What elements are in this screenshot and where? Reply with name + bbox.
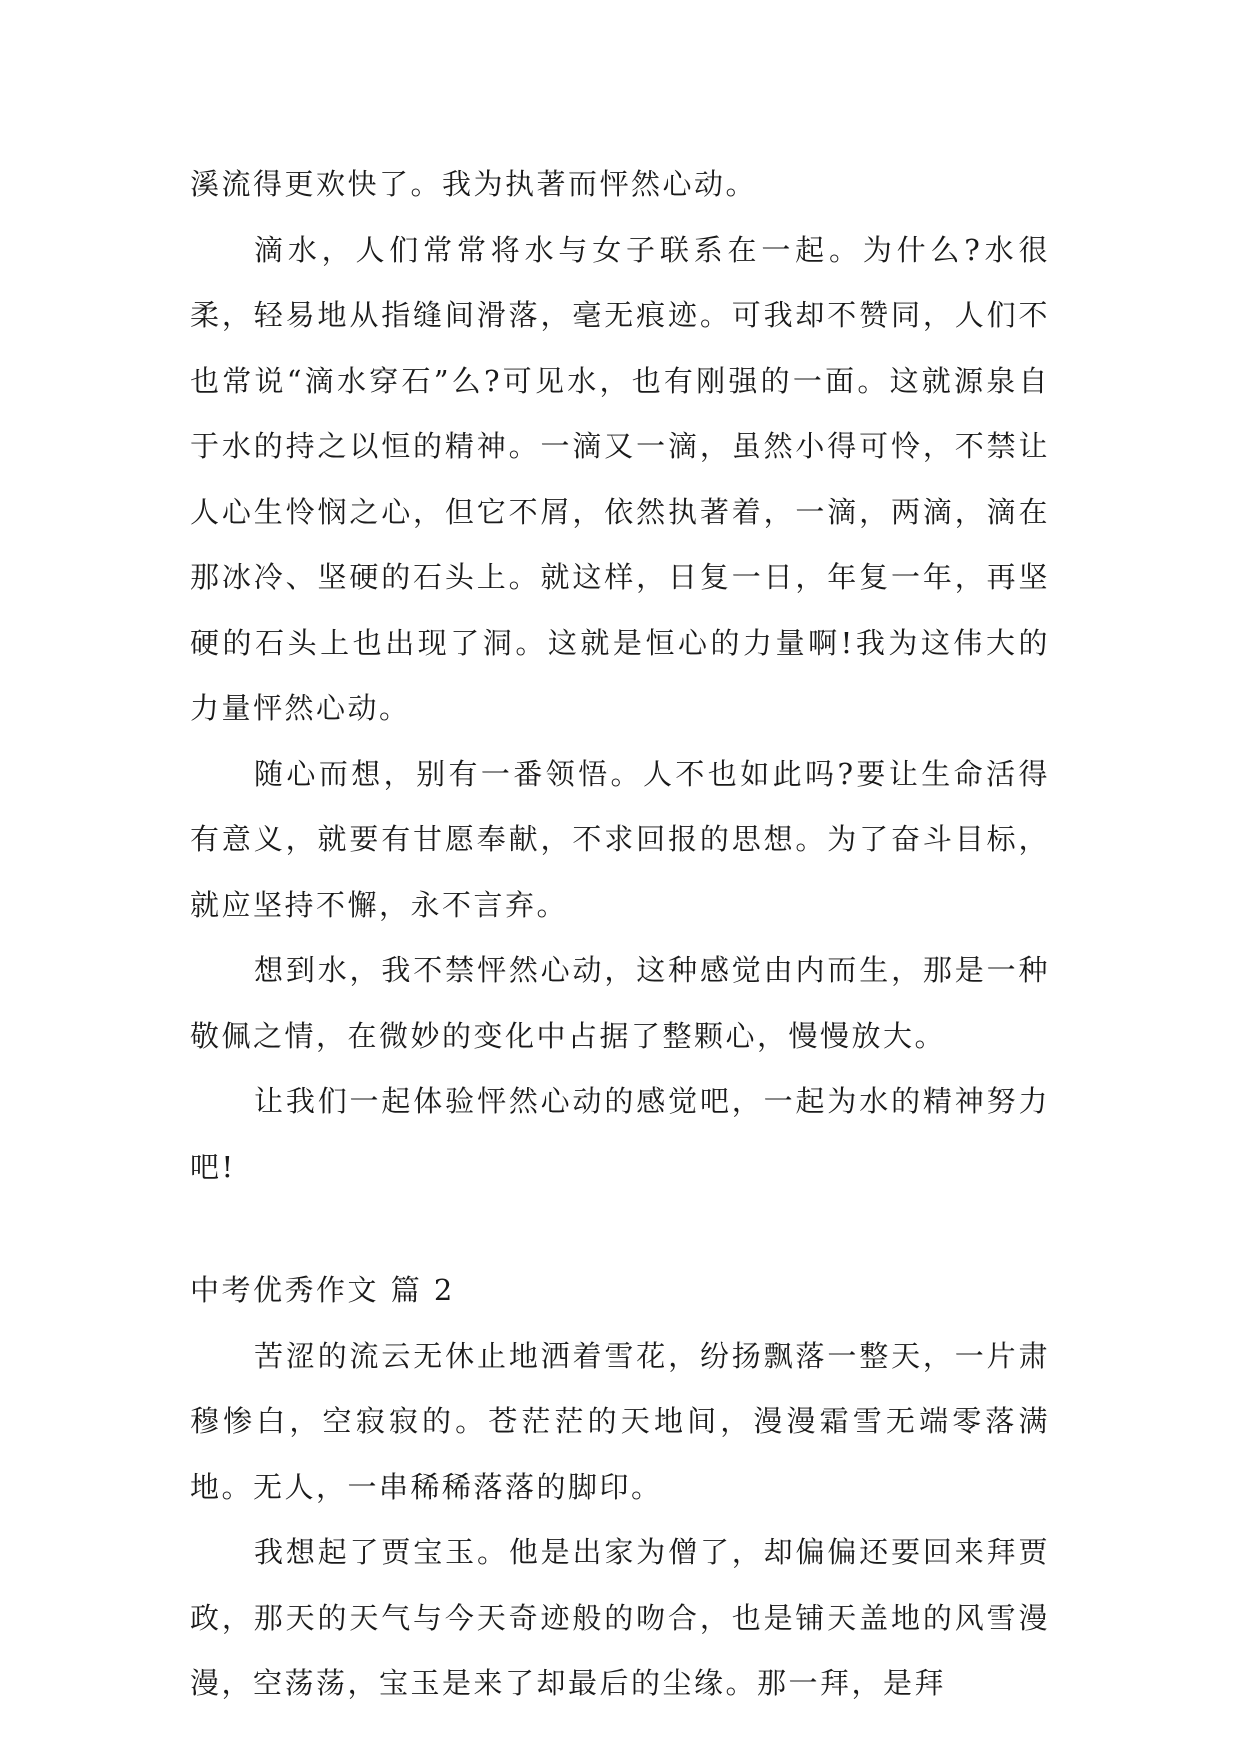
paragraph-baoyu: 我想起了贾宝玉。他是出家为僧了，却偏偏还要回来拜贾政，那天的天气与今天奇迹般的吻合，也是铺天盖地的风雪漫漫，空荡荡，宝玉是来了却最后的尘缘。那一拜，是拜 — [190, 1535, 1050, 1700]
paragraph-water-drop: 滴水，人们常常将水与女子联系在一起。为什么?水很柔，轻易地从指缝间滑落，毫无痕迹。可我却不赞同，人们不也常说“滴水穿石”么?可见水，也有刚强的一面。这就源泉自于水的持之以恒的精神。一滴又一滴，虽然小得可怜，不禁让人心生怜悯之心，但它不屑，依然执著着，一滴，两滴，滴在那冰冷、坚硬的石头上。就这样，日复一日，年复一年，再坚硬的石头上也出现了洞。这就是恒心的力量啊!我为这伟大的力量怦然心动。 — [190, 232, 1050, 725]
document-page — [190, 152, 1050, 1717]
paragraph-snow: 苦涩的流云无休止地洒着雪花，纷扬飘落一整天，一片肃穆惨白，空寂寂的。苍茫茫的天地间，漫漫霜雪无端零落满地。无人，一串稀稀落落的脚印。 — [190, 1338, 1050, 1504]
section-heading: 中考优秀作文 篇 2 — [190, 1273, 455, 1307]
paragraph-closing: 让我们一起体验怦然心动的感觉吧，一起为水的精神努力吧! — [190, 1084, 1050, 1184]
paragraph-admiration: 想到水，我不禁怦然心动，这种感觉由内而生，那是一种敬佩之情，在微妙的变化中占据了整颗心，慢慢放大。 — [190, 953, 1050, 1053]
paragraph-continuation: 溪流得更欢快了。我为执著而怦然心动。 — [190, 167, 758, 201]
paragraph-reflection: 随心而想，别有一番领悟。人不也如此吗?要让生命活得有意义，就要有甘愿奉献，不求回报的思想。为了奋斗目标，就应坚持不懈，永不言弃。 — [190, 756, 1050, 922]
